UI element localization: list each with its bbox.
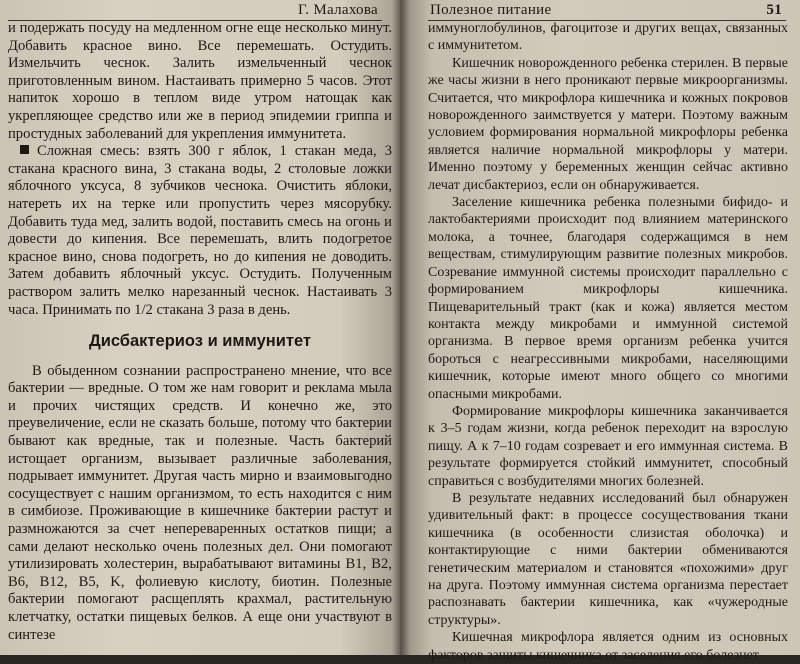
paragraph-2: Кишечник новорожденного ребенка стерилен. В первые же часы жизни в него проникают первые микроорганизмы. Считается, что микрофлора кишечника и кожных покровов новорожденного заимствуется у матери. Поэтому важным условием формирования нормальной микрофлоры ребенка является наличие нормальной микрофлоры у матери. Именно поэтому у беременных женщин сейчас активно лечат дисбактериоз, если он обнаруживается.: [428, 55, 788, 193]
paragraph-3: Заселение кишечника ребенка полезными бифидо- и лактобактериями происходит под влиянием материнского молока, а точнее, благодаря содержащимся в нем веществам, стимулирующим развитие полезных микробов. Созревание иммунной системы происходит параллельно с формированием микрофлоры кишечника. Пищеварительный тракт (как и кожа) является местом контакта между микробами и иммунной системой организма. В первое время организм ребенка учится бороться с неагрессивными микробами, населяющими кишечник, которые имеют много общего со многими опасными микробами.: [428, 195, 788, 402]
paragraph-5: В результате недавних исследований был обнаружен удивительный факт: в процессе сосуществования ткани кишечника (в особенности слизистая оболочка) и контактирующие с ними бактерии обмениваются генетическим материалом и становятся «похожими» друг на друга. Поэтому иммунная система организма перестает распознавать бактерии кишечника, как «чужеродные структуры».: [428, 490, 788, 628]
right-page: [400, 0, 800, 663]
left-text-column: [8, 20, 392, 644]
book-gutter: [392, 0, 410, 655]
paragraph-1: иммуноглобулинов, фагоцитозе и других вещах, связанных с иммунитетом.: [428, 21, 788, 54]
paragraph-6: Кишечная микрофлора является одним из основных факторов защиты кишечника от заселения его болезнет-: [428, 630, 788, 663]
page-number: 51: [766, 2, 782, 18]
bullet-recipe-text: Сложная смесь: взять 300 г яблок, 1 стакан меда, 3 стакана красного вина, 3 стакана воды, 2 столовые ложки яблочного уксуса, 8 зубчиков чеснока. Очистить яблоки, натереть их на терке или пропустить через мясорубку. Добавить туда мед, залить водой, поставить смесь на огонь и довести до кипения. Все перемешать, влить подогретое красное вино, снова подогреть, но до кипения не доводить. Затем добавить яблочный уксус. Остудить. Полученным раствором залить мелко нарезанный чеснок. Настаивать 3 часа. Принимать по 1/2 стакана 3 раза в день.: [8, 143, 392, 318]
right-text-column: [428, 20, 788, 664]
bullet-recipe: [8, 143, 392, 319]
paragraph-recipe-end: и подержать посуду на медленном огне еще несколько минут. Добавить красное вино. Все перемешать. Остудить. Измельчить чеснок. Залить измельченный чеснок приготовленным вином. Настаивать примерно 5 часов. Этот напиток хорошо в теплом виде утром натощак как укрепляющее средство или же в период эпидемии гриппа и простудных заболеваний для укрепления иммунитета.: [8, 20, 392, 142]
paragraph-4: Формирование микрофлоры кишечника заканчивается к 3–5 годам жизни, когда ребенок переходит на взрослую пищу. А к 7–10 годам созревает и его иммунная система. В результате формируется стойкий иммунитет, способный справиться с возбудителями многих болезней.: [428, 403, 788, 489]
paragraph-section-intro: В обыденном сознании распространено мнение, что все бактерии — вредные. О том же нам говорит и реклама мыла и прочих чистящих средств. И конечно же, это преувеличение, если не сказать больше, потому что бактерии бывают как вредные, так и полезные. Часть бактерий истощает организм, вызывает различные заболевания, подрывает иммунитет. Другая часть мирно и взаимовыгодно сосуществует с нашим организмом, то есть находится с ним в симбиозе. Проживающие в кишечнике бактерии растут и размножаются за счет непереваренных остатков пищи; а сами делают несколько очень полезных дел. Они помогают утилизировать холестерин, вырабатывают витамины B1, B2, B6, B12, B5, K, фолиевую кислоту, биотин. Полезные бактерии помогают расщеплять крахмал, растительную клетчатку, остатки пищевых белков. А еще они участвуют в синтезе: [8, 362, 392, 643]
left-page: [0, 0, 400, 655]
section-heading: Дисбактериоз и иммунитет: [88, 332, 312, 351]
running-head-right: Полезное питание: [430, 2, 552, 18]
running-head-left: Г. Малахова: [297, 2, 378, 18]
